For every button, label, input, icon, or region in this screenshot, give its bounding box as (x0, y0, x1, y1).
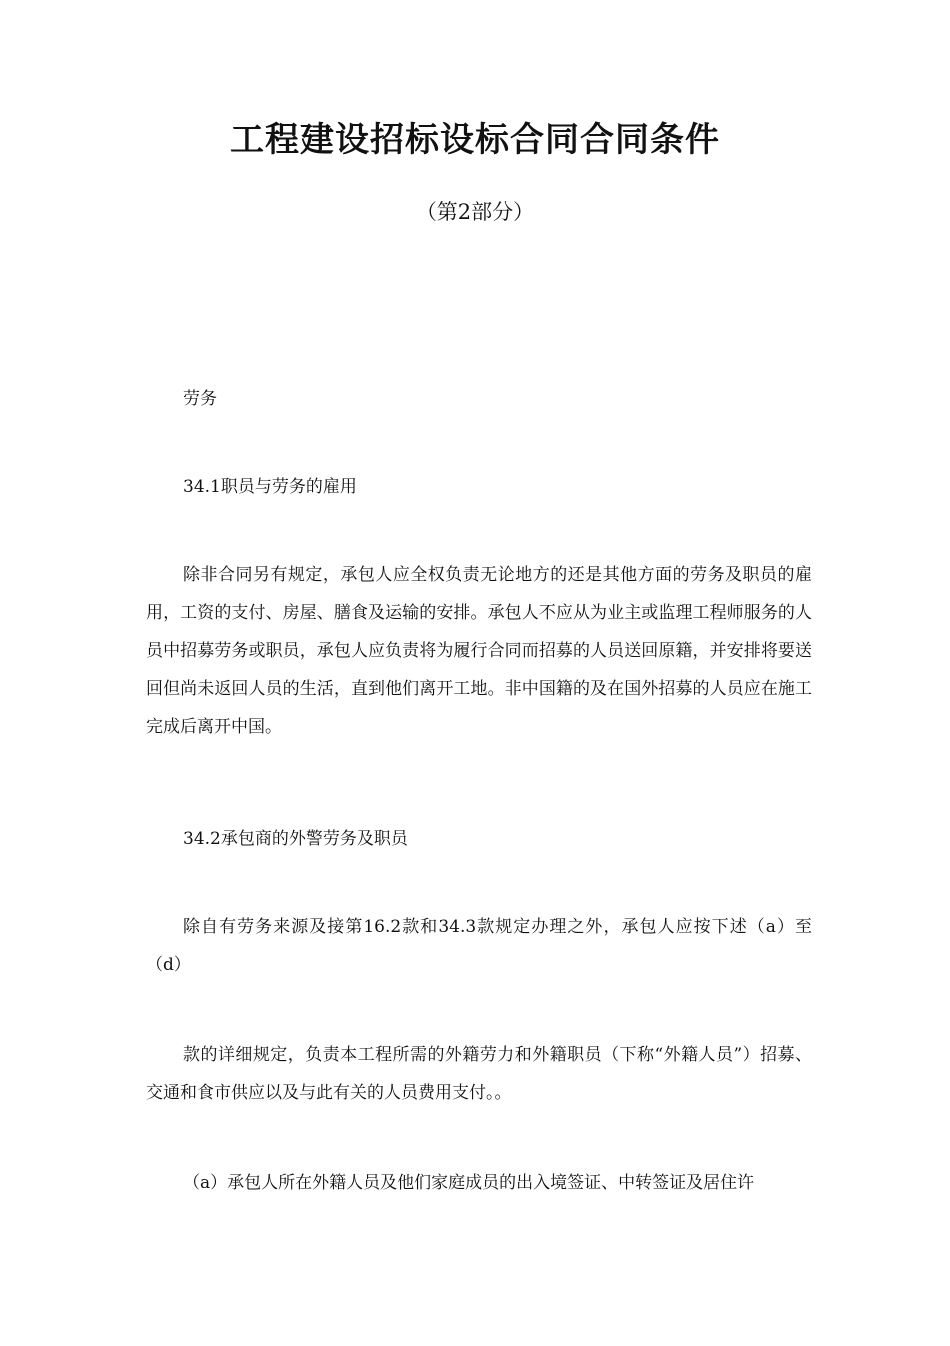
section-heading-labor: 劳务 (183, 389, 217, 409)
document-title: 工程建设招标设标合同合同条件 (230, 120, 720, 160)
document-subtitle: （第2部分） (415, 200, 535, 224)
clause-heading-34-2: 34.2承包商的外警劳务及职员 (183, 829, 408, 849)
clause-34-2-paragraph-1: 除自有劳务来源及接第16.2款和34.3款规定办理之外，承包人应按下述（a）至（d） (146, 917, 812, 975)
clause-34-2-item-a: （a）承包人所在外籍人员及他们家庭成员的出入境签证、中转签证及居住许 (183, 1173, 755, 1193)
clause-34-2-paragraph-2: 款的详细规定，负责本工程所需的外籍劳力和外籍职员（下称“外籍人员”）招募、交通和食市供应以及与此有关的人员费用支付。。 (146, 1045, 812, 1103)
clause-34-1-paragraph: 除非合同另有规定，承包人应全权负责无论地方的还是其他方面的劳务及职员的雇用，工资的支付、房屋、膳食及运输的安排。承包人不应从为业主或监理工程师服务的人员中招募劳务或职员，承包人应负责将为履行合同而招募的人员送回原籍，并安排将要送回但尚未返回人员的生活，直到他们离开工地。非中国籍的及在国外招募的人员应在施工完成后离开中国。 (146, 565, 812, 737)
clause-heading-34-1: 34.1职员与劳务的雇用 (183, 477, 357, 497)
